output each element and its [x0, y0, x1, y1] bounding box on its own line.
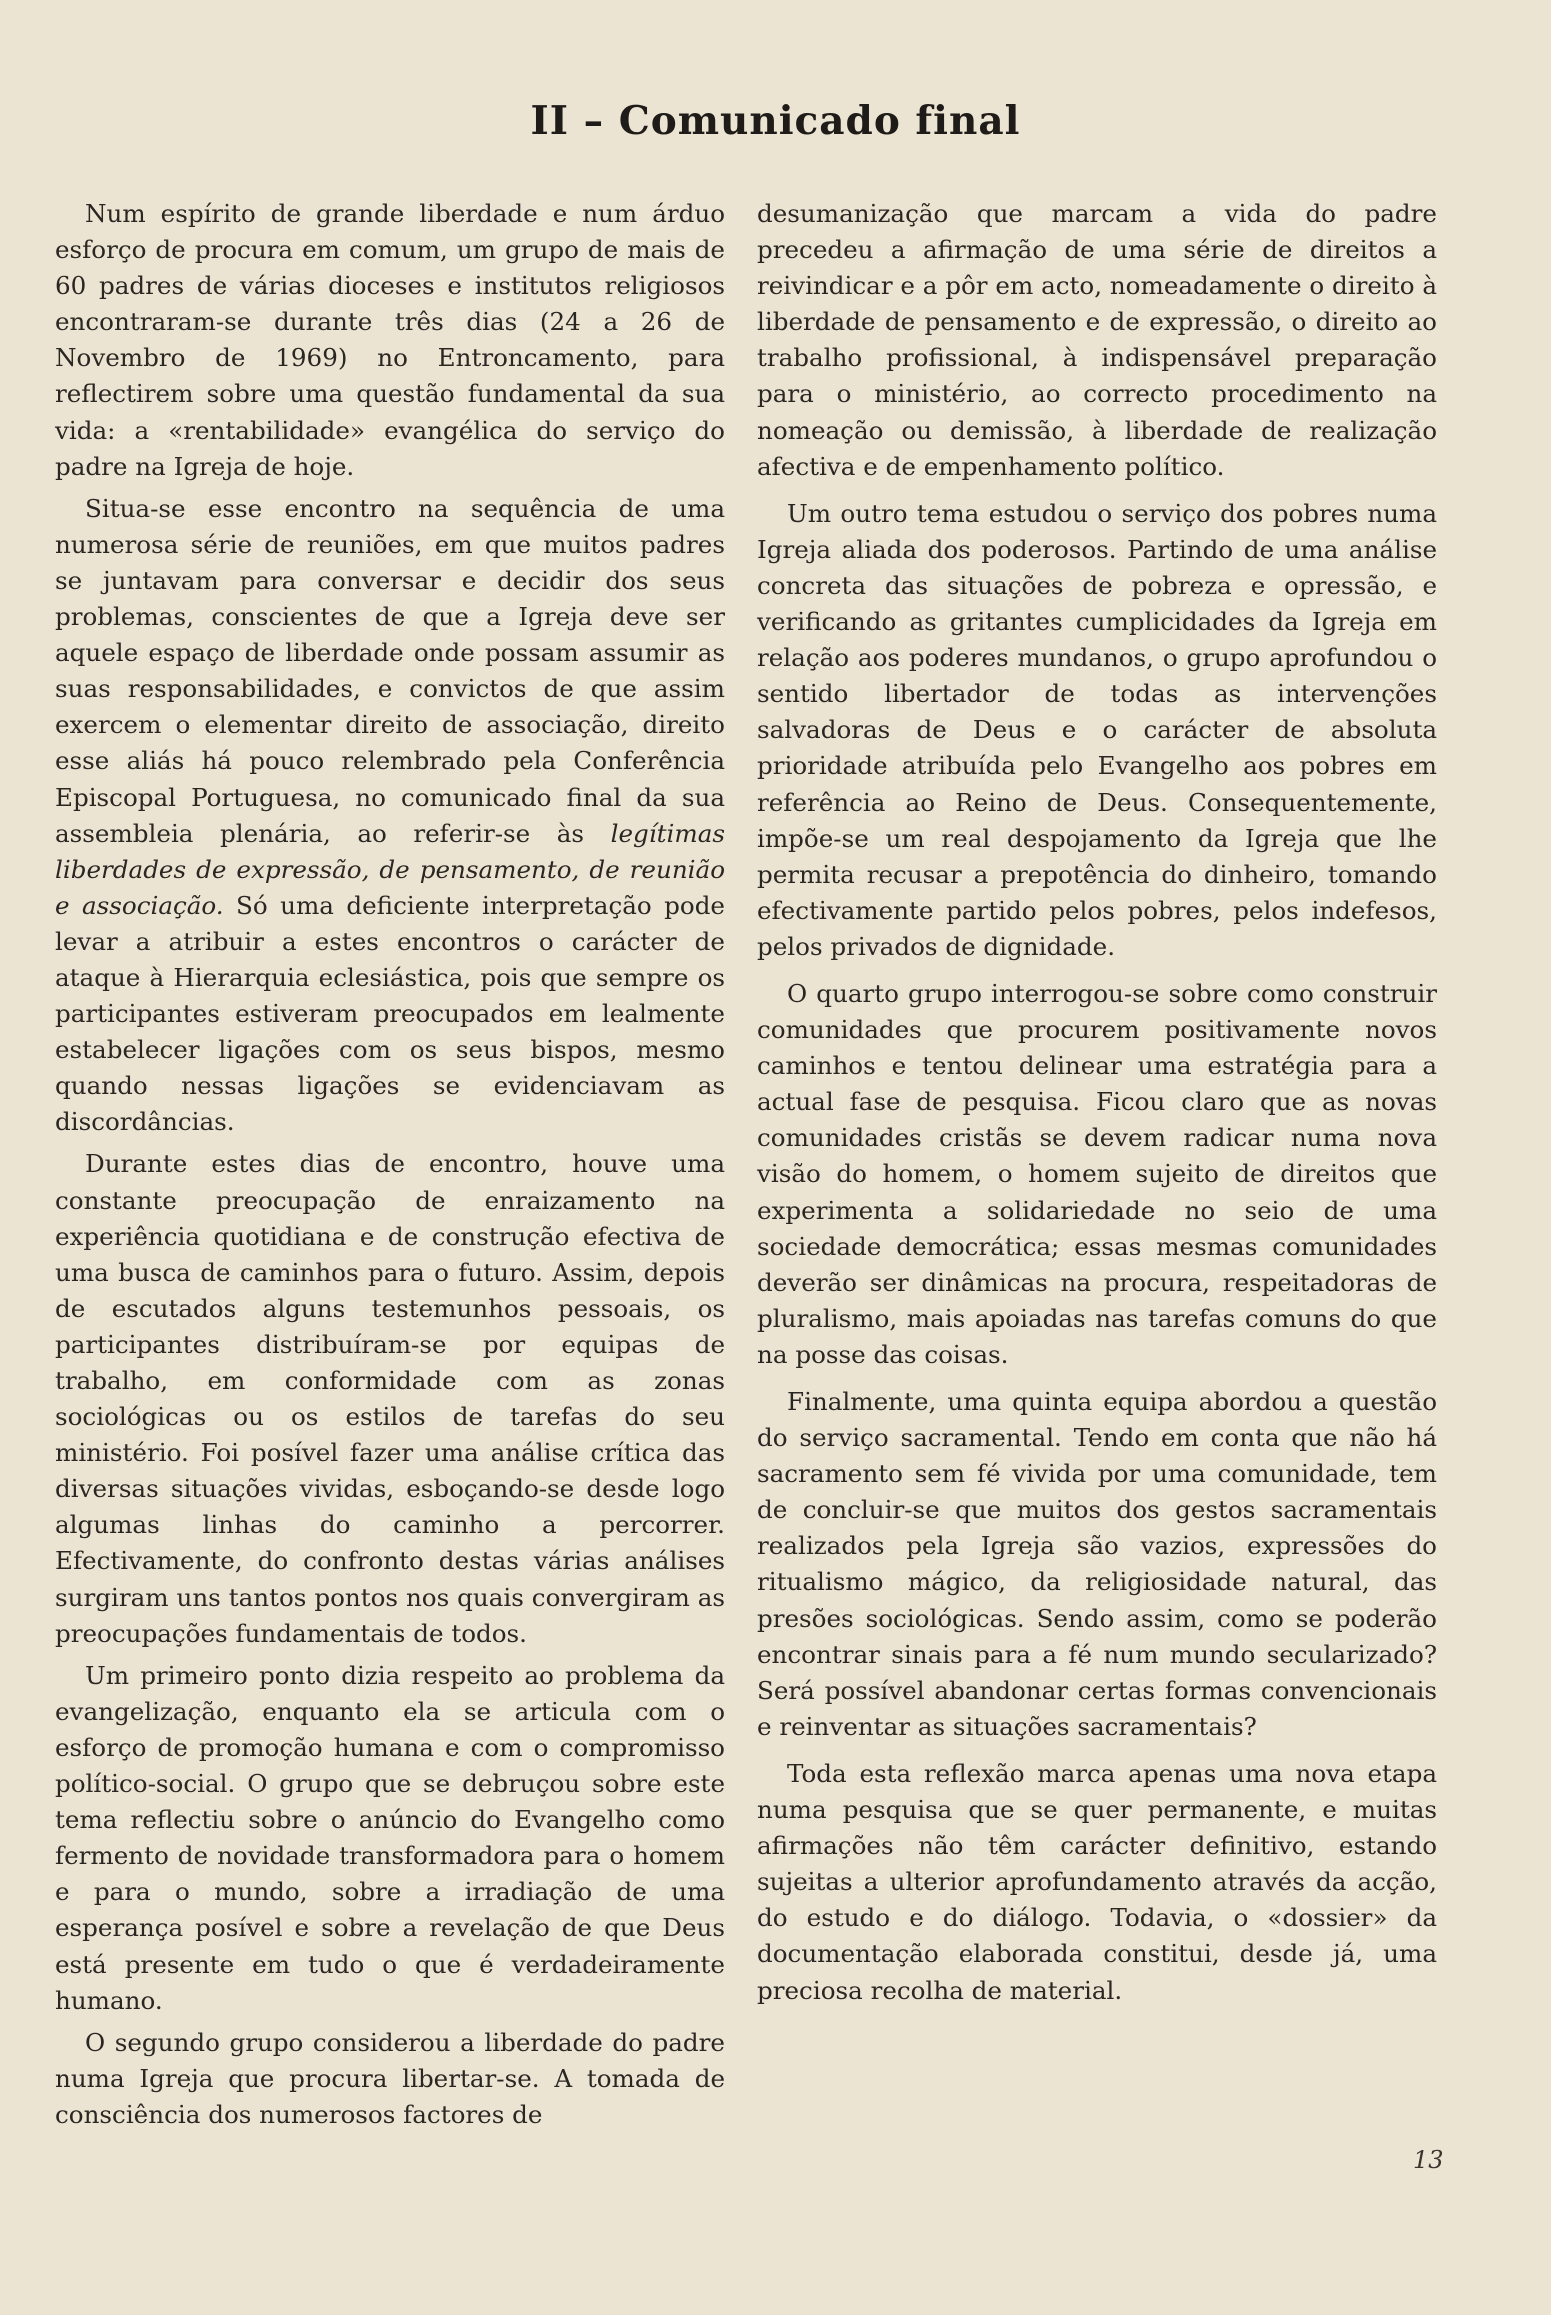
paragraph: Durante estes dias de encontro, houve uma constante preocupação de enraizamento na experiência quotidiana e de construção efectiva de uma busca de caminhos para o futuro. Assim, depois de escutados alguns testemunhos pessoais, os participantes distribuíram-se por equipas de trabalho, em conformidade com as zonas sociológicas ou os estilos de tarefas do seu ministério. Foi posível fazer uma análise crítica das diversas situações vividas, esboçando-se desde logo algumas linhas do caminho a percorrer. Efectivamente, do confronto destas várias análises surgiram uns tantos pontos nos quais convergiram as preocupações fundamentais de todos.: [55, 1149, 725, 1648]
italic-quote: legítimas liberdades de expressão, de pensamento, de reunião e associação.: [55, 818, 725, 920]
paragraph: O quarto grupo interrogou-se sobre como construir comunidades que procurem positivamente novos caminhos e tentou delinear uma estratégia para a actual fase de pesquisa. Ficou claro que as novas comunidades cristãs se devem radicar numa nova visão do homem, o homem sujeito de direitos que experimenta a solidariedade no seio de uma sociedade democrática; essas mesmas comunidades deverão ser dinâmicas na procura, respeitadoras de pluralismo, mais apoiadas nas tarefas comuns do que na posse das coisas.: [757, 978, 1437, 1369]
paragraph: Um primeiro ponto dizia respeito ao problema da evangelização, enquanto ela se articula com o esforço de promoção humana e com o compromisso político-social. O grupo que se debruçou sobre este tema reflectiu sobre o anúncio do Evangelho como fermento de novidade transformadora para o homem e para o mundo, sobre a irradiação de uma esperança posível e sobre a revelação de que Deus está presente em tudo o que é verdadeiramente humano.: [55, 1660, 725, 2015]
right-column: [757, 196, 1437, 2020]
paragraph: Finalmente, uma quinta equipa abordou a questão do serviço sacramental. Tendo em conta que não há sacramento sem fé vivida por uma comunidade, tem de concluir-se que muitos dos gestos sacramentais realizados pela Igreja são vazios, expressões do ritualismo mágico, da religiosidade natural, das presões sociológicas. Sendo assim, como se poderão encontrar sinais para a fé num mundo secularizado? Será possível abandonar certas formas convencionais e reinventar as situações sacramentais?: [757, 1387, 1437, 1741]
paragraph-text: Só uma deficiente interpretação pode levar a atribuir a estes encontros o carácter de ataque à Hierarquia eclesiástica, pois que sempre os participantes estiveram preocupados em lealmente estabelecer ligações com os seus bispos, mesmo quando nessas ligações se evidenciavam as discordâncias.: [55, 890, 725, 1137]
page-number: 13: [1413, 2146, 1444, 2174]
paragraph: [55, 491, 725, 1141]
paragraph: desumanização que marcam a vida do padre precedeu a afirmação de uma série de direitos a reivindicar e a pôr em acto, nomeadamente o direito à liberdade de pensamento e de expressão, o direito ao trabalho profissional, à indispensável preparação para o ministério, ao correcto procedimento na nomeação ou demissão, à liberdade de realização afectiva e de empenhamento político.: [757, 199, 1437, 481]
paragraph-text: Situa-se esse encontro na sequência de uma numerosa série de reuniões, em que muitos padres se juntavam para conversar e decidir dos seus problemas, conscientes de que a Igreja deve ser aquele espaço de liberdade onde possam assumir as suas responsabilidades, e convictos de que assim exercem o elementar direito de associação, direito esse aliás há pouco relembrado pela Conferência Episcopal Portuguesa, no comunicado final da sua assembleia plenária, ao referir-se às: [55, 493, 725, 848]
paragraph: O segundo grupo considerou a liberdade do padre numa Igreja que procura libertar-se. A tomada de consciência dos numerosos factores de: [55, 2027, 725, 2129]
paragraph: Num espírito de grande liberdade e num árduo esforço de procura em comum, um grupo de mais de 60 padres de várias dioceses e institutos religiosos encontraram-se durante três dias (24 a 26 de Novembro de 1969) no Entroncamento, para reflectirem sobre uma questão fundamental da sua vida: a «rentabilidade» evangélica do serviço do padre na Igreja de hoje.: [55, 199, 725, 481]
paragraph: Toda esta reflexão marca apenas uma nova etapa numa pesquisa que se quer permanente, e muitas afirmações não têm carácter definitivo, estando sujeitas a ulterior aprofundamento através da acção, do estudo e do diálogo. Todavia, o «dossier» da documentação elaborada constitui, desde já, uma preciosa recolha de material.: [757, 1758, 1437, 2005]
page-title: II – Comunicado final: [530, 98, 1021, 144]
paragraph: Um outro tema estudou o serviço dos pobres numa Igreja aliada dos poderosos. Partindo de uma análise concreta das situações de pobreza e opressão, e verificando as gritantes cumplicidades da Igreja em relação aos poderes mundanos, o grupo aprofundou o sentido libertador de todas as intervenções salvadoras de Deus e o carácter de absoluta prioridade atribuída pelo Evangelho aos pobres em referência ao Reino de Deus. Consequentemente, impõe-se um real despojamento da Igreja que lhe permita recusar a prepotência do dinheiro, tomando efectivamente partido pelos pobres, pelos indefesos, pelos privados de dignidade.: [757, 498, 1437, 961]
left-column: [55, 196, 725, 2139]
